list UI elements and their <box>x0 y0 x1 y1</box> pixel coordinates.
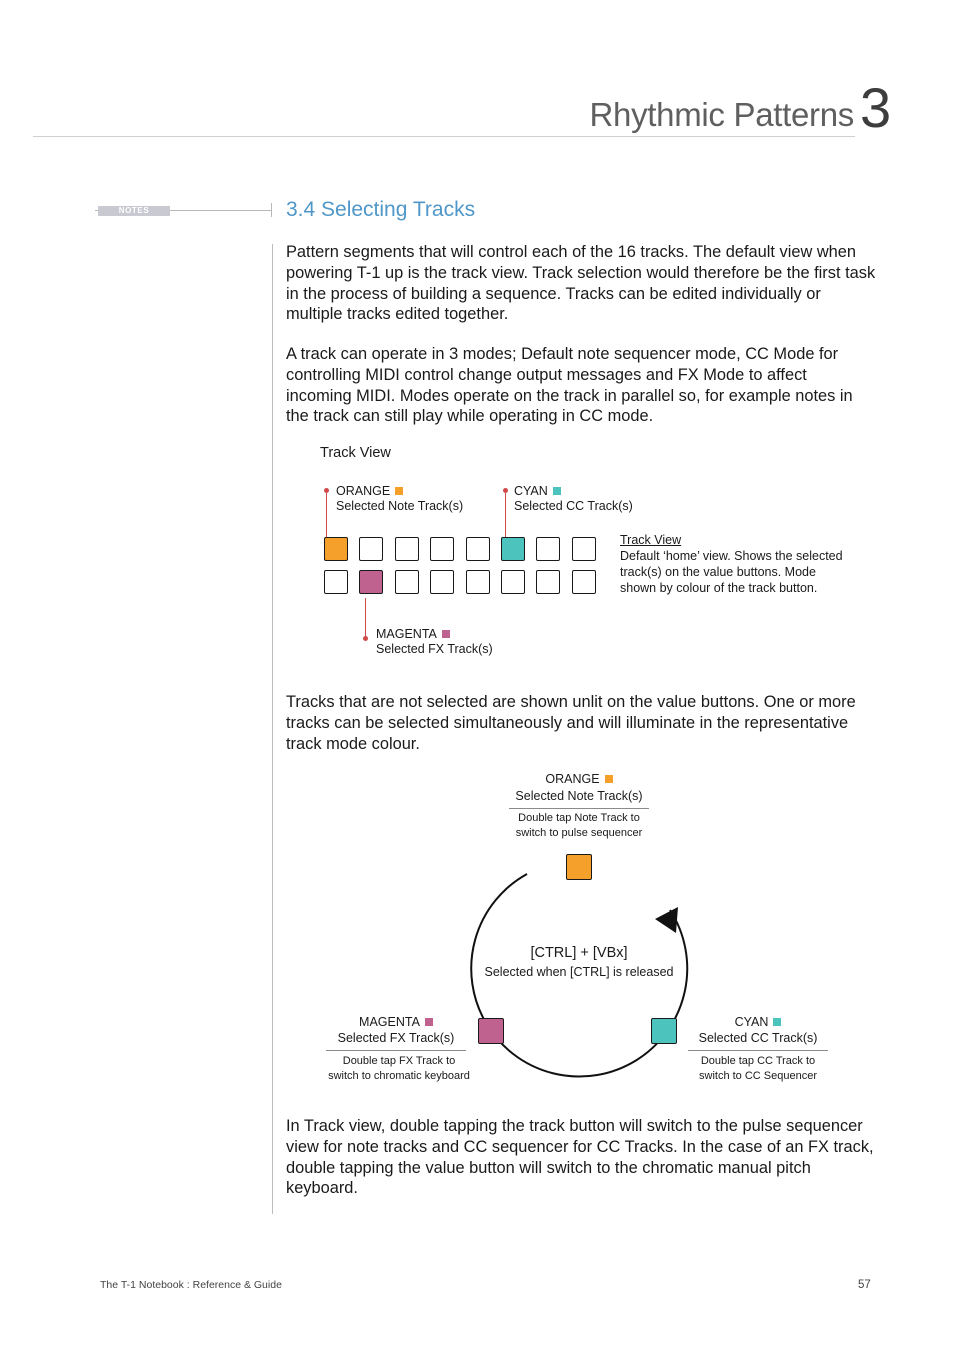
track-button-2[interactable] <box>359 537 383 561</box>
track-button-3[interactable] <box>395 537 419 561</box>
notes-label: NOTES <box>98 206 170 216</box>
left-note-2: switch to chromatic keyboard <box>328 1070 470 1082</box>
orange-leader-line <box>326 492 327 538</box>
top-desc: Selected Note Track(s) <box>515 789 643 803</box>
orange-label <box>336 484 403 499</box>
magenta-mode-button[interactable] <box>478 1018 504 1044</box>
track-view-side-line-2: track(s) on the value buttons. Mode <box>620 565 816 579</box>
left-label-name: MAGENTA <box>359 1015 420 1029</box>
cycle-arrowhead <box>655 907 678 933</box>
track-button-1[interactable] <box>324 537 348 561</box>
paragraph-1: Pattern segments that will control each of the 16 tracks. The default view when powering T-1 up is the track view. Track selection would therefore be the first task in the process of building a sequence. Tracks can be edited individually or multiple tracks edited together. <box>286 243 876 324</box>
header-rule <box>33 136 855 137</box>
chapter-title: Rhythmic Patterns <box>589 96 854 133</box>
track-button-13[interactable] <box>466 570 490 594</box>
track-button-7[interactable] <box>536 537 560 561</box>
cyan-label-name: CYAN <box>514 484 548 498</box>
left-swatch <box>425 1018 433 1026</box>
right-label <box>688 1015 828 1030</box>
paragraph-4: In Track view, double tapping the track button will switch to the pulse sequencer view for note tracks and CC sequencer for CC Tracks. In the case of an FX track, double tapping the value button will switch to the chromatic manual pitch keyboard. <box>286 1117 874 1198</box>
track-button-grid <box>324 537 600 598</box>
left-note-1: Double tap FX Track to <box>342 1055 456 1067</box>
track-button-5[interactable] <box>466 537 490 561</box>
track-button-11[interactable] <box>395 570 419 594</box>
orange-mode-button[interactable] <box>566 854 592 880</box>
footer-title: The T-1 Notebook : Reference & Guide <box>100 1279 282 1291</box>
track-button-9[interactable] <box>324 570 348 594</box>
magenta-label-name: MAGENTA <box>376 627 437 641</box>
diagram1-heading: Track View <box>320 445 391 461</box>
cyan-mode-button[interactable] <box>651 1018 677 1044</box>
top-note-1: Double tap Note Track to <box>518 812 640 824</box>
top-rule <box>509 808 649 809</box>
cyan-desc: Selected CC Track(s) <box>514 499 633 513</box>
left-desc: Selected FX Track(s) <box>337 1031 455 1045</box>
track-button-12[interactable] <box>430 570 454 594</box>
track-button-8[interactable] <box>572 537 596 561</box>
orange-swatch <box>395 487 403 495</box>
magenta-label <box>376 627 450 642</box>
track-button-4[interactable] <box>430 537 454 561</box>
track-button-15[interactable] <box>536 570 560 594</box>
cyan-label <box>514 484 561 499</box>
right-note-1: Double tap CC Track to <box>700 1055 816 1067</box>
magenta-leader-line <box>365 598 366 638</box>
magenta-marker-dot <box>363 636 368 641</box>
center-title: [CTRL] + [VBx] <box>530 945 628 961</box>
track-view-side-title: Track View <box>620 533 682 547</box>
cyan-swatch <box>553 487 561 495</box>
section-title: 3.4 Selecting Tracks <box>286 198 476 221</box>
margin-rule <box>272 244 273 1214</box>
top-label <box>509 772 649 787</box>
right-swatch <box>773 1018 781 1026</box>
page-number: 57 <box>858 1279 871 1291</box>
track-button-10[interactable] <box>359 570 383 594</box>
chapter-number: 3 <box>860 76 892 139</box>
center-sub: Selected when [CTRL] is released <box>484 965 674 979</box>
top-note-2: switch to pulse sequencer <box>515 827 643 839</box>
track-view-side-line-3: shown by colour of the track button. <box>620 581 818 595</box>
paragraph-2: A track can operate in 3 modes; Default note sequencer mode, CC Mode for controlling MIDI control change output messages and FX Mode to affect incoming MIDI. Modes operate on the track in parallel so, for example notes in the track can still play while operating in CC mode. <box>286 345 853 426</box>
magenta-swatch <box>442 630 450 638</box>
track-view-side-line-1: Default ‘home’ view. Shows the selected <box>620 549 843 563</box>
track-button-16[interactable] <box>572 570 596 594</box>
paragraph-3: Tracks that are not selected are shown unlit on the value buttons. One or more tracks can be selected simultaneously and will illuminate in the representative track mode colour. <box>286 693 856 753</box>
top-swatch <box>605 775 613 783</box>
notes-tick <box>271 203 272 217</box>
track-button-6[interactable] <box>501 537 525 561</box>
orange-label-name: ORANGE <box>336 484 391 498</box>
right-rule <box>688 1050 828 1051</box>
magenta-desc: Selected FX Track(s) <box>376 642 493 656</box>
right-label-name: CYAN <box>734 1015 769 1029</box>
track-button-14[interactable] <box>501 570 525 594</box>
right-desc: Selected CC Track(s) <box>698 1031 818 1045</box>
left-rule <box>326 1050 466 1051</box>
left-label <box>326 1015 466 1030</box>
right-note-2: switch to CC Sequencer <box>699 1070 817 1082</box>
cyan-leader-line <box>505 492 506 538</box>
top-label-name: ORANGE <box>545 772 600 786</box>
orange-desc: Selected Note Track(s) <box>336 499 464 513</box>
